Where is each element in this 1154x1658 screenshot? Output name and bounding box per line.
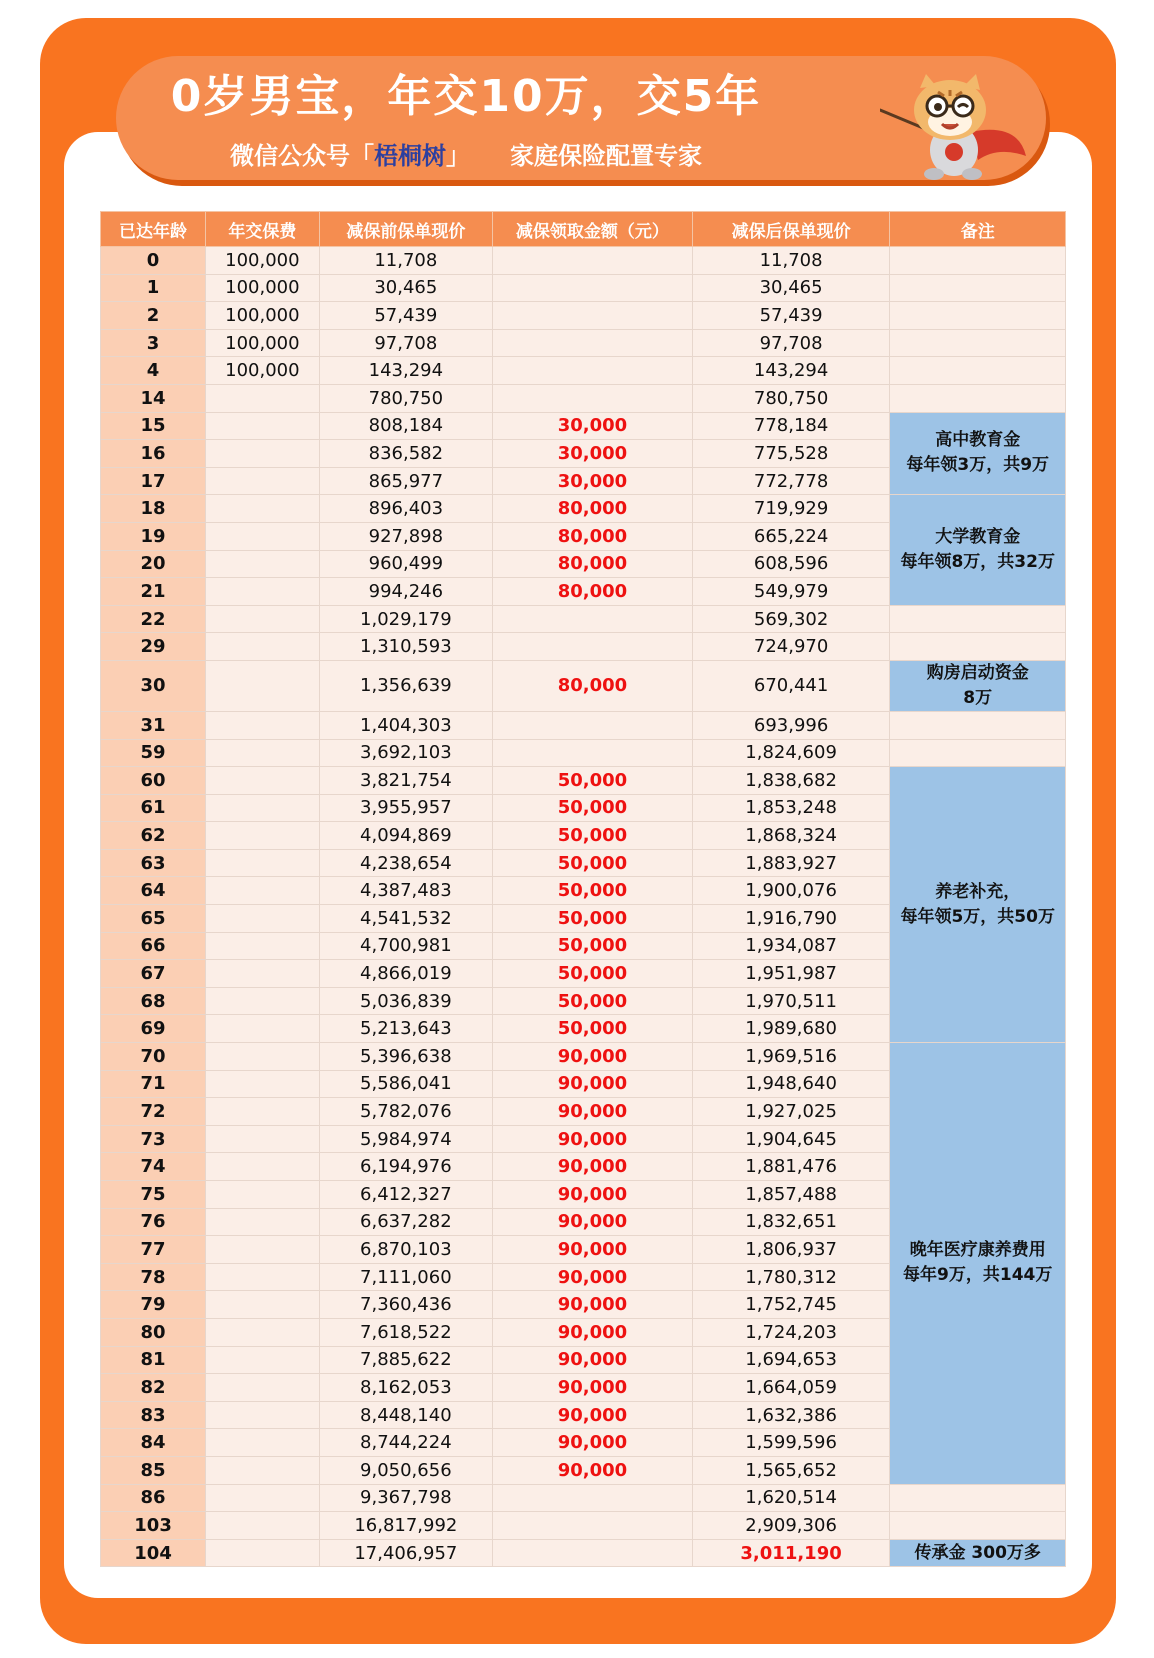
premium-cell bbox=[206, 1181, 320, 1209]
withdrawal-cell: 50,000 bbox=[493, 877, 693, 905]
age-cell: 104 bbox=[101, 1539, 206, 1567]
withdrawal-cell: 50,000 bbox=[493, 960, 693, 988]
age-cell: 65 bbox=[101, 905, 206, 933]
value-before-cell: 836,582 bbox=[319, 440, 492, 468]
table-row bbox=[101, 739, 1066, 767]
age-cell: 69 bbox=[101, 1015, 206, 1043]
withdrawal-cell bbox=[493, 633, 693, 661]
age-cell: 77 bbox=[101, 1236, 206, 1264]
value-before-cell: 5,782,076 bbox=[319, 1098, 492, 1126]
value-before-cell: 3,692,103 bbox=[319, 739, 492, 767]
withdrawal-cell bbox=[493, 1539, 693, 1567]
value-before-cell: 57,439 bbox=[319, 302, 492, 330]
value-before-cell: 4,866,019 bbox=[319, 960, 492, 988]
value-before-cell: 994,246 bbox=[319, 578, 492, 606]
age-cell: 29 bbox=[101, 633, 206, 661]
subtitle-tagline: 家庭保险配置专家 bbox=[510, 142, 702, 170]
subtitle-suffix: 」 bbox=[446, 142, 470, 170]
table-row bbox=[101, 1043, 1066, 1071]
premium-cell bbox=[206, 1374, 320, 1402]
age-cell: 59 bbox=[101, 739, 206, 767]
table-row bbox=[101, 1539, 1066, 1567]
age-cell: 14 bbox=[101, 384, 206, 412]
note-cell bbox=[890, 302, 1066, 330]
withdrawal-cell: 90,000 bbox=[493, 1125, 693, 1153]
age-cell: 73 bbox=[101, 1125, 206, 1153]
withdrawal-cell bbox=[493, 329, 693, 357]
age-cell: 20 bbox=[101, 550, 206, 578]
age-cell: 22 bbox=[101, 605, 206, 633]
premium-cell bbox=[206, 467, 320, 495]
age-cell: 17 bbox=[101, 467, 206, 495]
value-after-cell: 1,927,025 bbox=[692, 1098, 890, 1126]
premium-cell bbox=[206, 1429, 320, 1457]
note-cell bbox=[890, 660, 1066, 711]
value-after-cell: 719,929 bbox=[692, 495, 890, 523]
table-row bbox=[101, 495, 1066, 523]
note-cell bbox=[890, 1512, 1066, 1540]
withdrawal-cell: 30,000 bbox=[493, 467, 693, 495]
value-before-cell: 5,984,974 bbox=[319, 1125, 492, 1153]
value-after-cell: 3,011,190 bbox=[692, 1539, 890, 1567]
value-after-cell: 569,302 bbox=[692, 605, 890, 633]
note-line: 8万 bbox=[963, 687, 993, 708]
value-after-cell: 772,778 bbox=[692, 467, 890, 495]
age-cell: 74 bbox=[101, 1153, 206, 1181]
value-after-cell: 1,900,076 bbox=[692, 877, 890, 905]
premium-cell bbox=[206, 960, 320, 988]
withdrawal-cell: 80,000 bbox=[493, 660, 693, 711]
value-before-cell: 9,367,798 bbox=[319, 1484, 492, 1512]
value-before-cell: 9,050,656 bbox=[319, 1456, 492, 1484]
premium-cell bbox=[206, 522, 320, 550]
col-header-value-after: 减保后保单现价 bbox=[692, 212, 890, 247]
value-after-cell: 1,565,652 bbox=[692, 1456, 890, 1484]
premium-cell bbox=[206, 1318, 320, 1346]
value-after-cell: 1,883,927 bbox=[692, 849, 890, 877]
value-after-cell: 1,951,987 bbox=[692, 960, 890, 988]
withdrawal-cell: 90,000 bbox=[493, 1401, 693, 1429]
age-cell: 79 bbox=[101, 1291, 206, 1319]
value-after-cell: 1,632,386 bbox=[692, 1401, 890, 1429]
premium-cell bbox=[206, 384, 320, 412]
value-before-cell: 4,541,532 bbox=[319, 905, 492, 933]
withdrawal-cell: 90,000 bbox=[493, 1429, 693, 1457]
age-cell: 103 bbox=[101, 1512, 206, 1540]
value-before-cell: 4,238,654 bbox=[319, 849, 492, 877]
note-cell bbox=[890, 274, 1066, 302]
value-after-cell: 1,832,651 bbox=[692, 1208, 890, 1236]
table-row bbox=[101, 357, 1066, 385]
note-line: 每年领8万，共32万 bbox=[900, 552, 1055, 573]
value-after-cell: 1,620,514 bbox=[692, 1484, 890, 1512]
page-title: 0岁男宝，年交10万，交5年 bbox=[170, 71, 762, 122]
note-cell bbox=[890, 711, 1066, 739]
table-row bbox=[101, 767, 1066, 795]
note-line: 每年领5万，共50万 bbox=[900, 906, 1055, 927]
col-header-notes: 备注 bbox=[890, 212, 1066, 247]
withdrawal-cell: 80,000 bbox=[493, 550, 693, 578]
age-cell: 16 bbox=[101, 440, 206, 468]
policy-value-table bbox=[100, 211, 1066, 1567]
value-after-cell: 778,184 bbox=[692, 412, 890, 440]
premium-cell bbox=[206, 1070, 320, 1098]
age-cell: 80 bbox=[101, 1318, 206, 1346]
premium-cell bbox=[206, 660, 320, 711]
col-header-age: 已达年龄 bbox=[101, 212, 206, 247]
age-cell: 1 bbox=[101, 274, 206, 302]
age-cell: 30 bbox=[101, 660, 206, 711]
withdrawal-cell bbox=[493, 1484, 693, 1512]
premium-cell bbox=[206, 877, 320, 905]
age-cell: 82 bbox=[101, 1374, 206, 1402]
value-after-cell: 1,989,680 bbox=[692, 1015, 890, 1043]
withdrawal-cell: 90,000 bbox=[493, 1291, 693, 1319]
premium-cell bbox=[206, 1236, 320, 1264]
value-before-cell: 7,885,622 bbox=[319, 1346, 492, 1374]
note-cell bbox=[890, 1484, 1066, 1512]
value-before-cell: 8,448,140 bbox=[319, 1401, 492, 1429]
value-before-cell: 780,750 bbox=[319, 384, 492, 412]
value-after-cell: 1,724,203 bbox=[692, 1318, 890, 1346]
age-cell: 15 bbox=[101, 412, 206, 440]
value-before-cell: 5,213,643 bbox=[319, 1015, 492, 1043]
withdrawal-cell: 50,000 bbox=[493, 905, 693, 933]
value-after-cell: 11,708 bbox=[692, 247, 890, 275]
value-before-cell: 6,412,327 bbox=[319, 1181, 492, 1209]
premium-cell bbox=[206, 987, 320, 1015]
value-before-cell: 7,360,436 bbox=[319, 1291, 492, 1319]
withdrawal-cell: 90,000 bbox=[493, 1153, 693, 1181]
value-before-cell: 17,406,957 bbox=[319, 1539, 492, 1567]
value-after-cell: 1,868,324 bbox=[692, 822, 890, 850]
brand-name: 梧桐树 bbox=[374, 142, 446, 170]
premium-cell bbox=[206, 1263, 320, 1291]
premium-cell bbox=[206, 1098, 320, 1126]
premium-cell: 100,000 bbox=[206, 274, 320, 302]
premium-cell bbox=[206, 605, 320, 633]
note-cell bbox=[890, 739, 1066, 767]
table-row bbox=[101, 274, 1066, 302]
age-cell: 19 bbox=[101, 522, 206, 550]
withdrawal-cell: 90,000 bbox=[493, 1374, 693, 1402]
withdrawal-cell: 90,000 bbox=[493, 1208, 693, 1236]
withdrawal-cell: 90,000 bbox=[493, 1098, 693, 1126]
premium-cell bbox=[206, 1401, 320, 1429]
withdrawal-cell: 50,000 bbox=[493, 767, 693, 795]
age-cell: 68 bbox=[101, 987, 206, 1015]
note-line: 高中教育金 bbox=[935, 430, 1021, 451]
note-cell bbox=[890, 633, 1066, 661]
note-line: 传承金 300万多 bbox=[914, 1542, 1041, 1563]
age-cell: 84 bbox=[101, 1429, 206, 1457]
table-row bbox=[101, 412, 1066, 440]
withdrawal-cell: 30,000 bbox=[493, 440, 693, 468]
withdrawal-cell: 90,000 bbox=[493, 1346, 693, 1374]
premium-cell bbox=[206, 1484, 320, 1512]
withdrawal-cell bbox=[493, 274, 693, 302]
value-after-cell: 143,294 bbox=[692, 357, 890, 385]
table-row bbox=[101, 1484, 1066, 1512]
note-line: 养老补充， bbox=[935, 881, 1021, 902]
age-cell: 78 bbox=[101, 1263, 206, 1291]
age-cell: 81 bbox=[101, 1346, 206, 1374]
premium-cell bbox=[206, 1015, 320, 1043]
value-before-cell: 927,898 bbox=[319, 522, 492, 550]
premium-cell bbox=[206, 739, 320, 767]
value-after-cell: 30,465 bbox=[692, 274, 890, 302]
value-after-cell: 1,664,059 bbox=[692, 1374, 890, 1402]
value-after-cell: 780,750 bbox=[692, 384, 890, 412]
value-after-cell: 1,824,609 bbox=[692, 739, 890, 767]
table-row bbox=[101, 711, 1066, 739]
age-cell: 76 bbox=[101, 1208, 206, 1236]
value-after-cell: 1,599,596 bbox=[692, 1429, 890, 1457]
premium-cell bbox=[206, 1346, 320, 1374]
value-before-cell: 1,310,593 bbox=[319, 633, 492, 661]
premium-cell bbox=[206, 905, 320, 933]
age-cell: 18 bbox=[101, 495, 206, 523]
value-after-cell: 693,996 bbox=[692, 711, 890, 739]
premium-cell bbox=[206, 633, 320, 661]
page-subtitle bbox=[116, 136, 816, 171]
value-before-cell: 7,111,060 bbox=[319, 1263, 492, 1291]
withdrawal-cell bbox=[493, 739, 693, 767]
age-cell: 0 bbox=[101, 247, 206, 275]
value-before-cell: 143,294 bbox=[319, 357, 492, 385]
premium-cell: 100,000 bbox=[206, 247, 320, 275]
value-before-cell: 3,955,957 bbox=[319, 794, 492, 822]
value-before-cell: 808,184 bbox=[319, 412, 492, 440]
premium-cell bbox=[206, 550, 320, 578]
value-after-cell: 1,969,516 bbox=[692, 1043, 890, 1071]
value-after-cell: 670,441 bbox=[692, 660, 890, 711]
value-before-cell: 5,396,638 bbox=[319, 1043, 492, 1071]
premium-cell bbox=[206, 1208, 320, 1236]
premium-cell bbox=[206, 849, 320, 877]
age-cell: 31 bbox=[101, 711, 206, 739]
note-line: 每年领3万，共9万 bbox=[906, 455, 1050, 476]
table-row bbox=[101, 302, 1066, 330]
value-after-cell: 1,934,087 bbox=[692, 932, 890, 960]
premium-cell bbox=[206, 932, 320, 960]
value-before-cell: 6,870,103 bbox=[319, 1236, 492, 1264]
withdrawal-cell: 80,000 bbox=[493, 495, 693, 523]
withdrawal-cell: 50,000 bbox=[493, 822, 693, 850]
table-row bbox=[101, 633, 1066, 661]
value-before-cell: 7,618,522 bbox=[319, 1318, 492, 1346]
col-header-value-before: 减保前保单现价 bbox=[319, 212, 492, 247]
value-after-cell: 1,780,312 bbox=[692, 1263, 890, 1291]
value-after-cell: 1,853,248 bbox=[692, 794, 890, 822]
value-before-cell: 5,036,839 bbox=[319, 987, 492, 1015]
note-cell bbox=[890, 412, 1066, 495]
premium-cell bbox=[206, 711, 320, 739]
note-cell bbox=[890, 1539, 1066, 1567]
table-row bbox=[101, 247, 1066, 275]
withdrawal-cell bbox=[493, 384, 693, 412]
table-row bbox=[101, 1512, 1066, 1540]
value-before-cell: 16,817,992 bbox=[319, 1512, 492, 1540]
value-before-cell: 1,356,639 bbox=[319, 660, 492, 711]
value-after-cell: 1,694,653 bbox=[692, 1346, 890, 1374]
age-cell: 85 bbox=[101, 1456, 206, 1484]
note-cell bbox=[890, 1043, 1066, 1485]
value-after-cell: 608,596 bbox=[692, 550, 890, 578]
age-cell: 21 bbox=[101, 578, 206, 606]
withdrawal-cell: 80,000 bbox=[493, 522, 693, 550]
premium-cell bbox=[206, 794, 320, 822]
premium-cell bbox=[206, 1539, 320, 1567]
age-cell: 60 bbox=[101, 767, 206, 795]
withdrawal-cell bbox=[493, 357, 693, 385]
premium-cell bbox=[206, 412, 320, 440]
age-cell: 71 bbox=[101, 1070, 206, 1098]
age-cell: 62 bbox=[101, 822, 206, 850]
withdrawal-cell bbox=[493, 302, 693, 330]
value-after-cell: 1,752,745 bbox=[692, 1291, 890, 1319]
value-after-cell: 1,881,476 bbox=[692, 1153, 890, 1181]
table-row bbox=[101, 605, 1066, 633]
value-before-cell: 865,977 bbox=[319, 467, 492, 495]
subtitle-prefix: 微信公众号「 bbox=[230, 142, 374, 170]
value-after-cell: 665,224 bbox=[692, 522, 890, 550]
note-cell bbox=[890, 329, 1066, 357]
value-after-cell: 57,439 bbox=[692, 302, 890, 330]
value-after-cell: 1,904,645 bbox=[692, 1125, 890, 1153]
note-line: 购房启动资金 bbox=[926, 662, 1029, 683]
premium-cell: 100,000 bbox=[206, 357, 320, 385]
age-cell: 75 bbox=[101, 1181, 206, 1209]
value-before-cell: 4,700,981 bbox=[319, 932, 492, 960]
note-line: 每年9万，共144万 bbox=[903, 1265, 1053, 1286]
value-after-cell: 2,909,306 bbox=[692, 1512, 890, 1540]
withdrawal-cell: 90,000 bbox=[493, 1263, 693, 1291]
withdrawal-cell: 90,000 bbox=[493, 1456, 693, 1484]
note-cell bbox=[890, 247, 1066, 275]
value-before-cell: 1,404,303 bbox=[319, 711, 492, 739]
age-cell: 70 bbox=[101, 1043, 206, 1071]
value-before-cell: 4,094,869 bbox=[319, 822, 492, 850]
value-after-cell: 97,708 bbox=[692, 329, 890, 357]
withdrawal-cell: 50,000 bbox=[493, 1015, 693, 1043]
col-header-premium: 年交保费 bbox=[206, 212, 320, 247]
value-before-cell: 8,162,053 bbox=[319, 1374, 492, 1402]
premium-cell bbox=[206, 1043, 320, 1071]
premium-cell bbox=[206, 578, 320, 606]
age-cell: 83 bbox=[101, 1401, 206, 1429]
value-after-cell: 775,528 bbox=[692, 440, 890, 468]
premium-cell bbox=[206, 1153, 320, 1181]
age-cell: 4 bbox=[101, 357, 206, 385]
value-before-cell: 5,586,041 bbox=[319, 1070, 492, 1098]
note-cell bbox=[890, 605, 1066, 633]
withdrawal-cell bbox=[493, 1512, 693, 1540]
value-after-cell: 549,979 bbox=[692, 578, 890, 606]
value-before-cell: 4,387,483 bbox=[319, 877, 492, 905]
note-cell bbox=[890, 495, 1066, 605]
age-cell: 61 bbox=[101, 794, 206, 822]
withdrawal-cell: 50,000 bbox=[493, 932, 693, 960]
value-after-cell: 1,948,640 bbox=[692, 1070, 890, 1098]
age-cell: 86 bbox=[101, 1484, 206, 1512]
value-after-cell: 1,838,682 bbox=[692, 767, 890, 795]
age-cell: 72 bbox=[101, 1098, 206, 1126]
premium-cell: 100,000 bbox=[206, 302, 320, 330]
withdrawal-cell: 50,000 bbox=[493, 987, 693, 1015]
age-cell: 66 bbox=[101, 932, 206, 960]
withdrawal-cell: 50,000 bbox=[493, 794, 693, 822]
withdrawal-cell: 90,000 bbox=[493, 1070, 693, 1098]
withdrawal-cell bbox=[493, 711, 693, 739]
premium-cell bbox=[206, 1456, 320, 1484]
premium-cell bbox=[206, 1125, 320, 1153]
value-before-cell: 8,744,224 bbox=[319, 1429, 492, 1457]
age-cell: 67 bbox=[101, 960, 206, 988]
note-cell bbox=[890, 384, 1066, 412]
premium-cell bbox=[206, 440, 320, 468]
value-after-cell: 724,970 bbox=[692, 633, 890, 661]
withdrawal-cell: 30,000 bbox=[493, 412, 693, 440]
table-row bbox=[101, 329, 1066, 357]
withdrawal-cell: 90,000 bbox=[493, 1043, 693, 1071]
value-before-cell: 960,499 bbox=[319, 550, 492, 578]
withdrawal-cell: 80,000 bbox=[493, 578, 693, 606]
note-line: 晚年医疗康养费用 bbox=[909, 1240, 1046, 1261]
note-cell bbox=[890, 767, 1066, 1043]
value-before-cell: 97,708 bbox=[319, 329, 492, 357]
age-cell: 3 bbox=[101, 329, 206, 357]
withdrawal-cell: 90,000 bbox=[493, 1181, 693, 1209]
age-cell: 2 bbox=[101, 302, 206, 330]
value-after-cell: 1,806,937 bbox=[692, 1236, 890, 1264]
note-line: 大学教育金 bbox=[935, 527, 1021, 548]
value-before-cell: 6,637,282 bbox=[319, 1208, 492, 1236]
premium-cell bbox=[206, 1512, 320, 1540]
value-before-cell: 3,821,754 bbox=[319, 767, 492, 795]
value-before-cell: 6,194,976 bbox=[319, 1153, 492, 1181]
withdrawal-cell bbox=[493, 605, 693, 633]
table-row bbox=[101, 384, 1066, 412]
table-header-row bbox=[101, 212, 1066, 247]
withdrawal-cell: 90,000 bbox=[493, 1236, 693, 1264]
withdrawal-cell bbox=[493, 247, 693, 275]
value-after-cell: 1,970,511 bbox=[692, 987, 890, 1015]
premium-cell bbox=[206, 767, 320, 795]
mascot-icon bbox=[880, 70, 1030, 182]
withdrawal-cell: 90,000 bbox=[493, 1318, 693, 1346]
table-row bbox=[101, 660, 1066, 711]
note-cell bbox=[890, 357, 1066, 385]
value-before-cell: 1,029,179 bbox=[319, 605, 492, 633]
value-before-cell: 896,403 bbox=[319, 495, 492, 523]
premium-cell bbox=[206, 495, 320, 523]
value-after-cell: 1,857,488 bbox=[692, 1181, 890, 1209]
age-cell: 63 bbox=[101, 849, 206, 877]
premium-cell bbox=[206, 822, 320, 850]
premium-cell bbox=[206, 1291, 320, 1319]
value-before-cell: 30,465 bbox=[319, 274, 492, 302]
col-header-withdrawal: 减保领取金额（元） bbox=[493, 212, 693, 247]
withdrawal-cell: 50,000 bbox=[493, 849, 693, 877]
value-before-cell: 11,708 bbox=[319, 247, 492, 275]
premium-cell: 100,000 bbox=[206, 329, 320, 357]
age-cell: 64 bbox=[101, 877, 206, 905]
value-after-cell: 1,916,790 bbox=[692, 905, 890, 933]
